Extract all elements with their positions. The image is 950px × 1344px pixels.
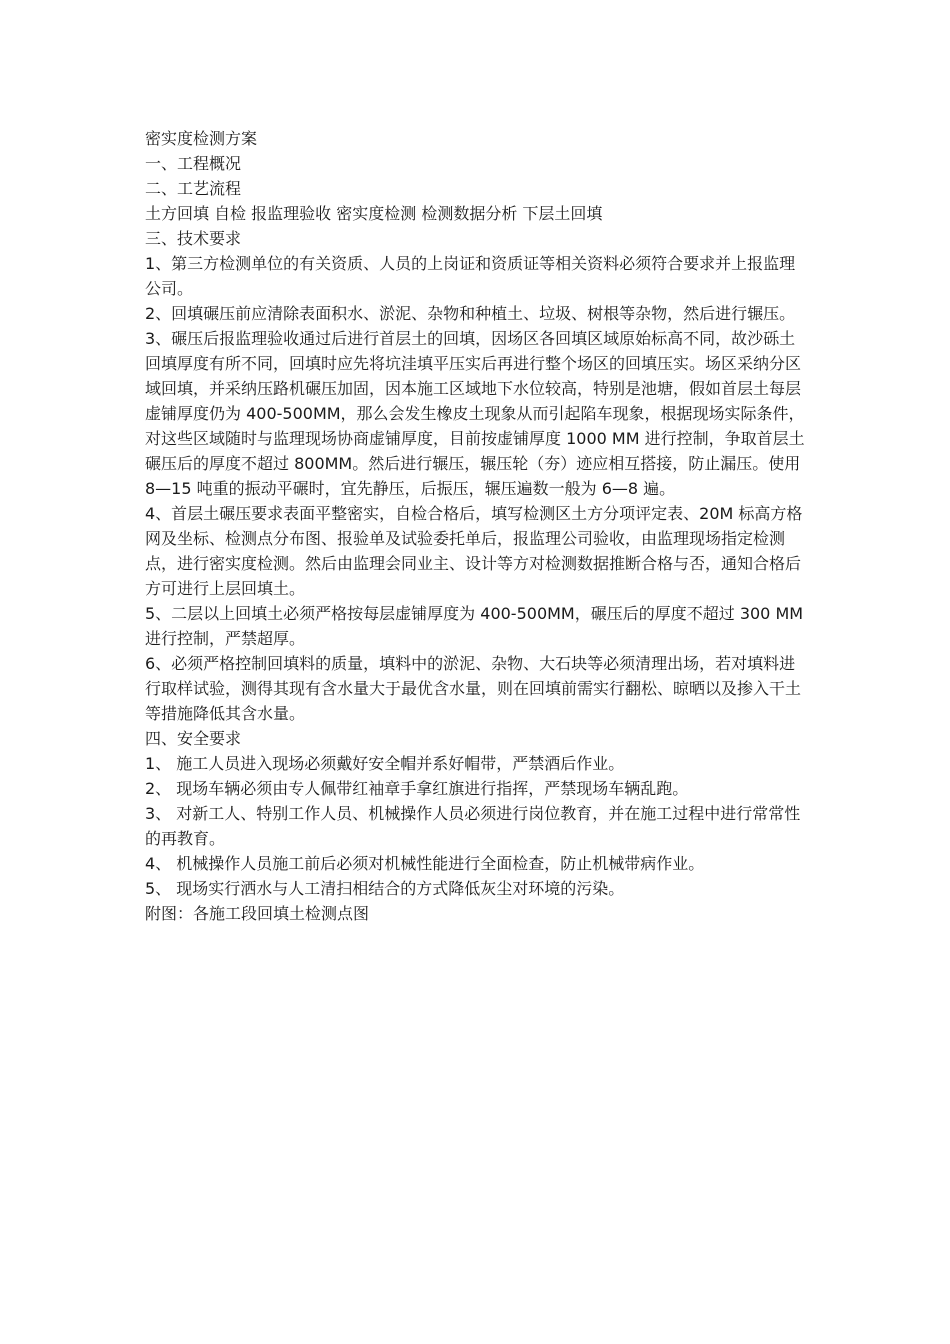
tech-item: 3、碾压后报监理验收通过后进行首层土的回填，因场区各回填区域原始标高不同，故沙砾土回填厚度有所不同，回填时应先将坑洼填平压实后再进行整个场区的回填压实。场区采纳分区域回填，并采纳压路机碾压加固，因本施工区域地下水位较高，特别是池塘，假如首层土每层虚铺厚度仍为 400-500MM，那么会发生橡皮土现象从而引起陷车现象，根据现场实际条件，对这些区域随时与监理现场协商虚铺厚度，目前按虚铺厚度 1000 MM 进行控制，争取首层土碾压后的厚度不超过 800MM。然后进行辗压，辗压轮（夯）迹应相互搭接，防止漏压。使用 8—15 吨重的振动平碾时，宜先静压，后振压，辗压遍数一般为 6—8 遍。: [145, 329, 805, 498]
document-body: [145, 126, 810, 926]
tech-item: 4、首层土碾压要求表面平整密实，自检合格后，填写检测区土方分项评定表、20M 标高方格网及坐标、检测点分布图、报验单及试验委托单后，报监理公司验收，由监理现场指定检测点，进行密实度检测。然后由监理会同业主、设计等方对检测数据推断合格与否，通知合格后方可进行上层回填土。: [145, 504, 803, 598]
safety-item: 1、 施工人员进入现场必须戴好安全帽并系好帽带，严禁酒后作业。: [145, 754, 625, 773]
safety-item: 3、 对新工人、特别工作人员、机械操作人员必须进行岗位教育，并在施工过程中进行常常性的再教育。: [145, 804, 801, 848]
section-heading-tech: 三、技术要求: [145, 229, 242, 248]
tech-item: 2、回填碾压前应清除表面积水、淤泥、杂物和种植土、垃圾、树根等杂物，然后进行辗压。: [145, 304, 796, 323]
section-heading-overview: 一、工程概况: [145, 154, 242, 173]
document-title: 密实度检测方案: [145, 129, 258, 148]
tech-item: 5、二层以上回填土必须严格按每层虚铺厚度为 400-500MM，碾压后的厚度不超过 300 MM 进行控制，严禁超厚。: [145, 604, 804, 648]
tech-item: 1、第三方检测单位的有关资质、人员的上岗证和资质证等相关资料必须符合要求并上报监理公司。: [145, 254, 796, 298]
safety-item: 5、 现场实行洒水与人工清扫相结合的方式降低灰尘对环境的污染。: [145, 879, 625, 898]
section-heading-process: 二、工艺流程: [145, 179, 242, 198]
tech-item: 6、必须严格控制回填料的质量，填料中的淤泥、杂物、大石块等必须清理出场，若对填料进行取样试验，测得其现有含水量大于最优含水量，则在回填前需实行翻松、晾晒以及掺入干土等措施降低其含水量。: [145, 654, 802, 723]
process-steps: 土方回填 自检 报监理验收 密实度检测 检测数据分析 下层土回填: [145, 204, 603, 223]
section-heading-safety: 四、安全要求: [145, 729, 242, 748]
safety-item: 4、 机械操作人员施工前后必须对机械性能进行全面检查，防止机械带病作业。: [145, 854, 705, 873]
appendix-note: 附图：各施工段回填土检测点图: [145, 904, 370, 923]
safety-item: 2、 现场车辆必须由专人佩带红袖章手拿红旗进行指挥，严禁现场车辆乱跑。: [145, 779, 689, 798]
